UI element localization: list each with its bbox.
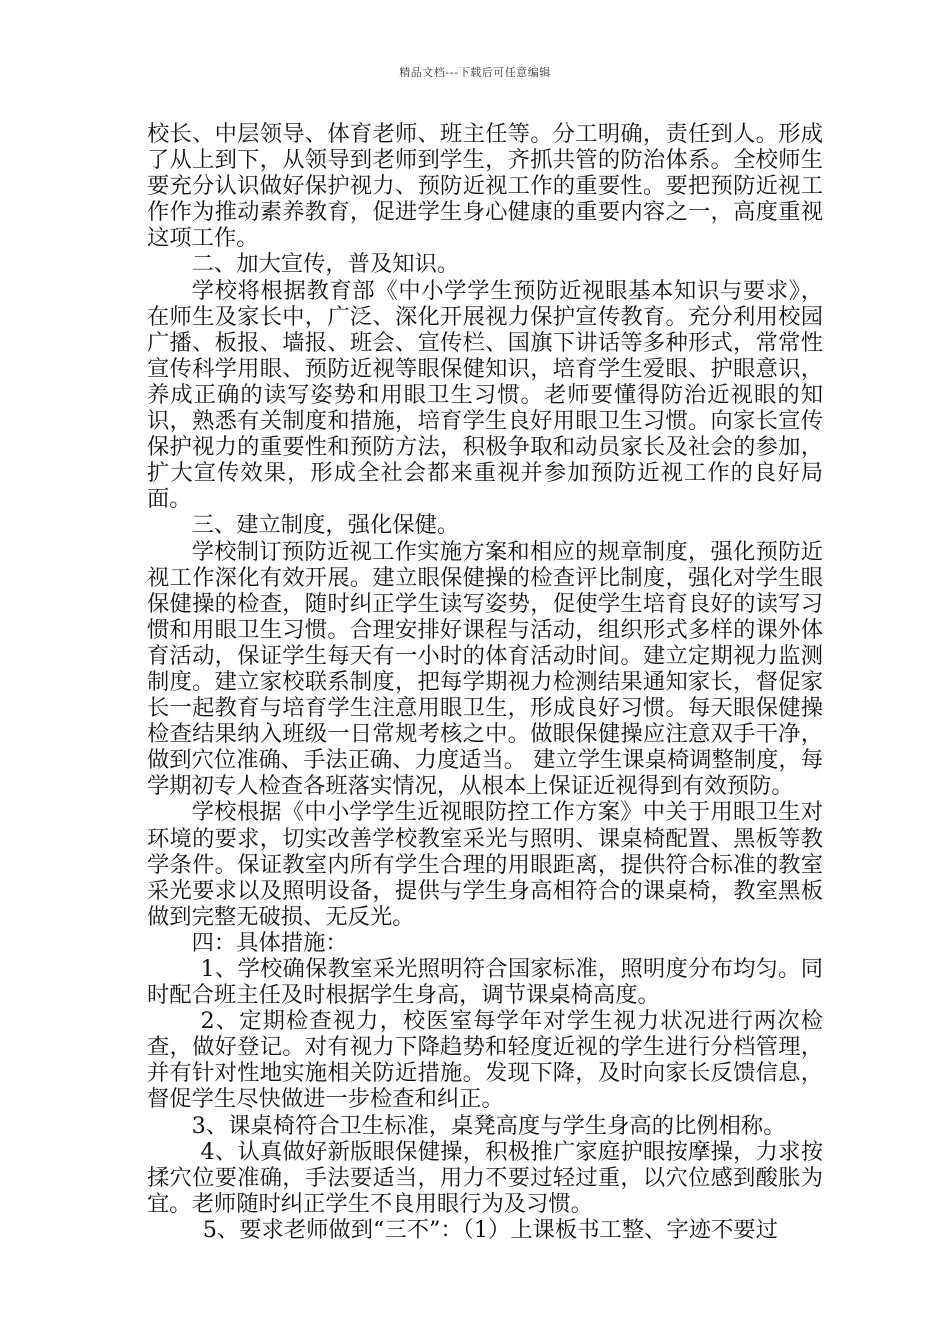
measure-item-3: 3、课桌椅符合卫生标准，桌凳高度与学生身高的比例相称。: [191, 1112, 786, 1139]
section-heading-2: 二、加大宣传，普及知识。: [191, 251, 460, 278]
measure-item-5: 5、要求老师做到“三不”：（1）上课板书工整、字迹不要过: [202, 1216, 778, 1243]
measure-item-2: 2、定期检查视力，校医室每学年对学生视力状况进行两次检查，做好登记。对有视力下降趋势和轻度近视的学生进行分档管理，并有针对性地实施相关防近措施。发现下降，及时向家长反馈信息，督促学生尽快做进一步检查和纠正。: [147, 1008, 823, 1113]
section-heading-4: 四：具体措施：: [191, 929, 348, 956]
paragraph-publicity: 学校将根据教育部《中小学学生预防近视眼基本知识与要求》，在师生及家长中，广泛、深化开展视力保护宣传教育。充分利用校园广播、板报、墙报、班会、宣传栏、国旗下讲话等多种形式，常常性宣传科学用眼、预防近视等眼保健知识，培育学生爱眼、护眼意识，养成正确的读写姿势和用眼卫生习惯。老师要懂得防治近视眼的知识，熟悉有关制度和措施，培育学生良好用眼卫生习惯。向家长宣传保护视力的重要性和预防方法，积极争取和动员家长及社会的参加，扩大宣传效果，形成全社会都来重视并参加预防近视工作的良好局面。: [147, 277, 823, 513]
paragraph-intro: 校长、中层领导、体育老师、班主任等。分工明确，责任到人。形成了从上到下，从领导到老师到学生，齐抓共管的防治体系。全校师生要充分认识做好保护视力、预防近视工作的重要性。要把预防近视工作作为推动素养教育，促进学生身心健康的重要内容之一，高度重视这项工作。: [147, 121, 823, 252]
section-heading-3: 三、建立制度，强化保健。: [191, 512, 460, 539]
paragraph-environment: 学校根据《中小学学生近视眼防控工作方案》中关于用眼卫生对环境的要求，切实改善学校教室采光与照明、课桌椅配置、黑板等教学条件。保证教室内所有学生合理的用眼距离，提供符合标准的教室采光要求以及照明设备，提供与学生身高相符合的课桌椅，教室黑板做到完整无破损、无反光。: [147, 799, 823, 930]
document-body: [147, 121, 823, 1243]
page-header: 精品文档---下载后可任意编辑: [399, 66, 551, 79]
paragraph-system: 学校制订预防近视工作实施方案和相应的规章制度，强化预防近视工作深化有效开展。建立眼保健操的检查评比制度，强化对学生眼保健操的检查，随时纠正学生读写姿势，促使学生培育良好的读写习惯和用眼卫生习惯。合理安排好课程与活动，组织形式多样的课外体育活动，保证学生每天有一小时的体育活动时间。建立定期视力监测制度。建立家校联系制度，把每学期视力检测结果通知家长，督促家长一起教育与培育学生注意用眼卫生，形成良好习惯。每天眼保健操检查结果纳入班级一日常规考核之中。做眼保健操应注意双手干净，做到穴位准确、手法正确、力度适当。 建立学生课桌椅调整制度，每学期初专人检查各班落实情况，从根本上保证近视得到有效预防。: [147, 538, 823, 800]
measure-item-4: 4、认真做好新版眼保健操，积极推广家庭护眼按摩操，力求按揉穴位要准确，手法要适当，用力不要过轻过重，以穴位感到酸胀为宜。老师随时纠正学生不良用眼行为及习惯。: [147, 1138, 823, 1217]
measure-item-1: 1、学校确保教室采光照明符合国家标准，照明度分布均匀。同时配合班主任及时根据学生身高，调节课桌椅高度。: [147, 956, 823, 1009]
